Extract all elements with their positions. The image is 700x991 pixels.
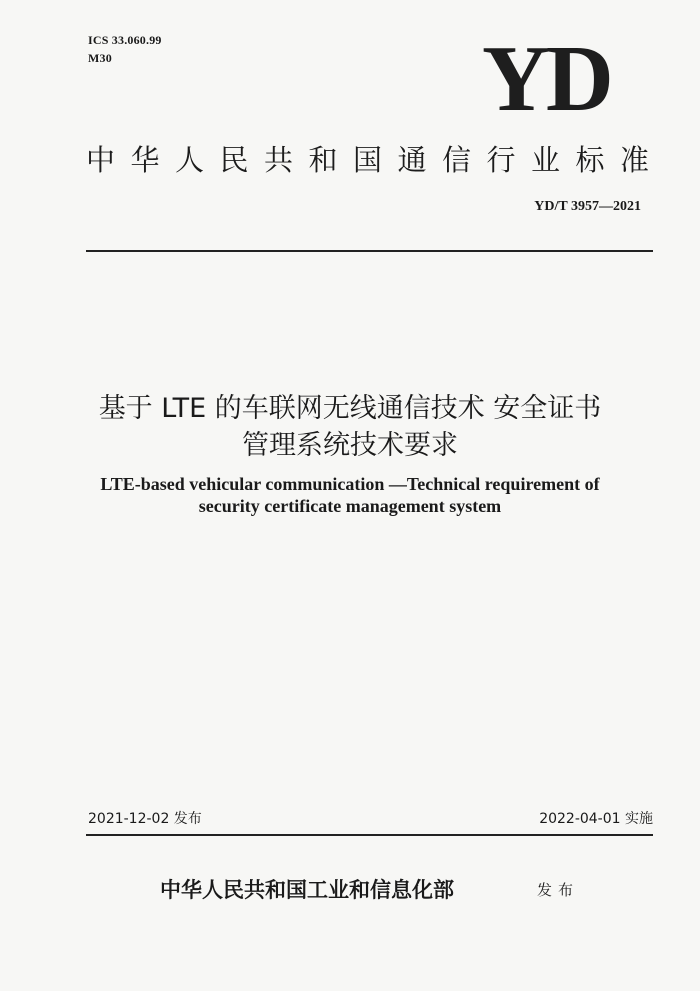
standard-type-heading: 中华人民共和国通信行业标准 — [86, 143, 665, 177]
implementation-date: 2022-04-01 实施 — [539, 811, 653, 827]
english-title-line-2: security certificate management system — [198, 496, 502, 516]
english-title-line-1: LTE-based vehicular communication —Technical requirement of — [100, 474, 600, 494]
chinese-title-line-1: 基于 LTE 的车联网无线通信技术 安全证书 — [98, 393, 602, 424]
classification-code: M30 — [88, 51, 112, 65]
chinese-title-line-2: 管理系统技术要求 — [242, 430, 458, 461]
publish-date: 2021-12-02 发布 — [88, 811, 202, 827]
ics-code: ICS 33.060.99 — [88, 33, 162, 47]
top-divider — [86, 250, 653, 252]
standard-number: YD/T 3957—2021 — [534, 199, 641, 214]
issuing-authority: 中华人民共和国工业和信息化部 — [160, 877, 454, 902]
yd-logo: YD — [482, 27, 610, 131]
issue-label: 发布 — [537, 881, 580, 899]
bottom-divider — [86, 834, 653, 836]
